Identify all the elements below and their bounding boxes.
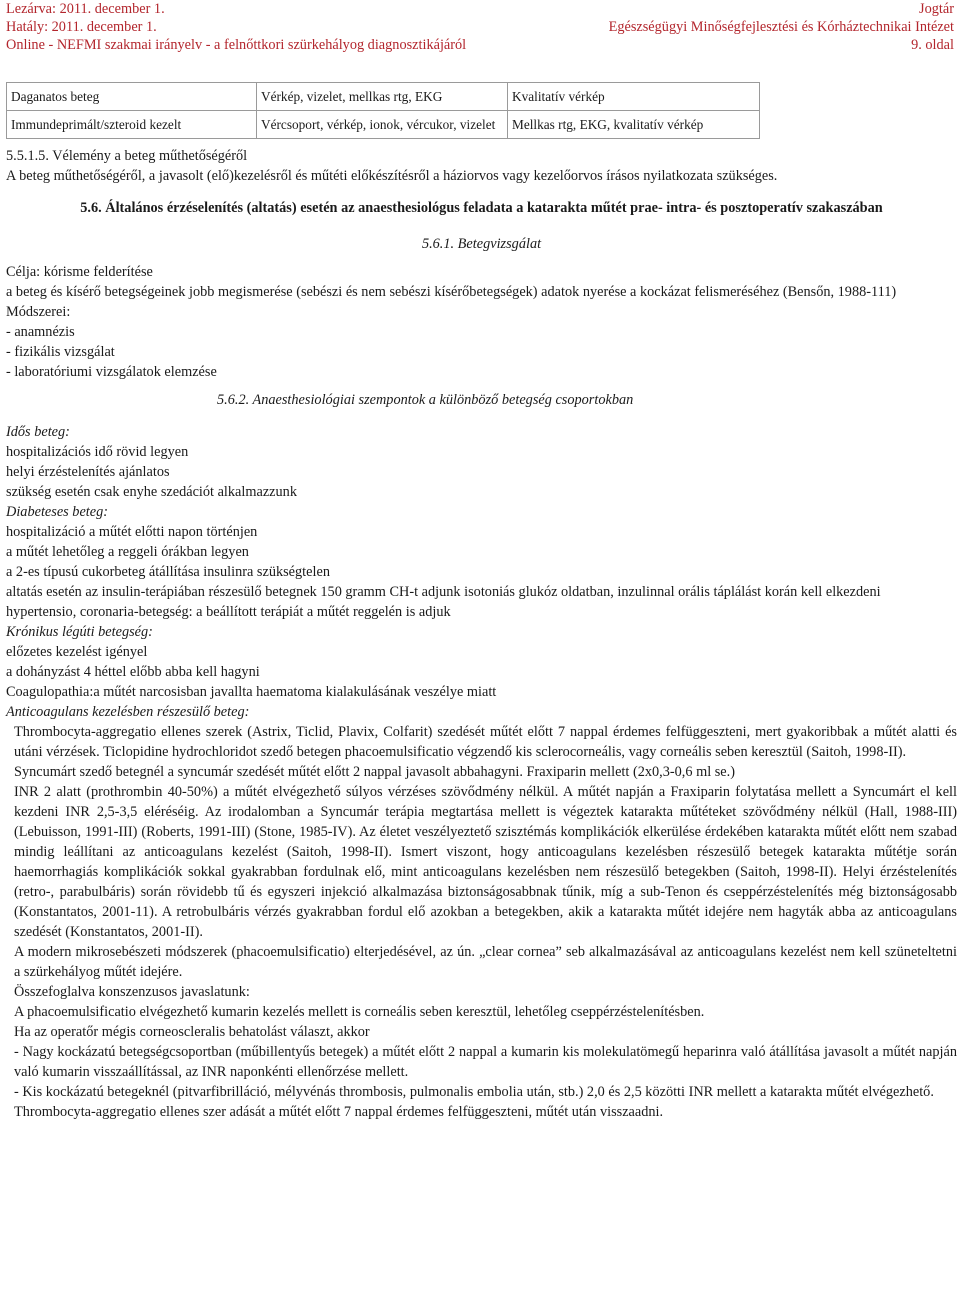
section-5-6-1-line: Célja: kórisme felderítése xyxy=(6,264,153,280)
header-effective-date: Hatály: 2011. december 1. xyxy=(6,19,157,35)
anticoagulant-paragraph: Thrombocyta-aggregatio ellenes szerek (Astrix, Ticlid, Plavix, Colfarit) szedését műtét előtt 7 nappal érdemes felfüggeszteni, mert gyakoribbak a műtét alatti és utáni vérzések. Ticlopidine hydrochloridot szedő betegen phacoemulsificatio végzendő kis sclerocorneális, vagy corneális seben keresztül (Saitoh, 1998-II). xyxy=(14,724,957,760)
diabetes-item: hospitalizáció a műtét előtti napon történjen xyxy=(6,524,258,540)
anticoagulant-paragraph: A phacoemulsificatio elvégezhető kumarin kezelés mellett is corneális seben keresztül, lehetőleg cseppérzéstelenítésben. xyxy=(14,1004,705,1020)
section-5-6-1-title: 5.6.1. Betegvizsgálat xyxy=(421,236,542,252)
anticoagulant-heading: Anticoagulans kezelésben részesülő beteg: xyxy=(6,704,250,720)
section-5-5-1-5-text: A beteg műthetőségéről, a javasolt (elő)kezelésről és műtéti előkészítésről a háziorvos vagy kezelőorvos írásos nyilatkozata szükséges. xyxy=(6,168,778,184)
table-cell: Vérkép, vizelet, mellkas rtg, EKG xyxy=(257,83,508,111)
section-5-6-1-line: - anamnézis xyxy=(6,324,75,340)
header-institute: Egészségügyi Minőségfejlesztési és Kórháztechnikai Intézet xyxy=(608,19,954,35)
table-cell: Daganatos beteg xyxy=(7,83,257,111)
anticoagulant-paragraph: A modern mikrosebészeti módszerek (phacoemulsificatio) elterjedésével, az ún. „clear cornea” seb alkalmazásával az anticoagulans kezelést nem kell szüneteltetni a szürkehályog műtét idejére. xyxy=(14,944,957,980)
table-cell: Kvalitatív vérkép xyxy=(508,83,760,111)
section-5-6-title: 5.6. Általános érzéselenítés (altatás) esetén az anaesthesiológus feladata a katarakta műtét prae- intra- és posztoperatív szakaszában xyxy=(80,200,883,216)
section-5-6-1-line: a beteg és kísérő betegségeinek jobb megismerése (sebészi és nem sebészi kísérőbetegségek) adatok nyerése a kockázat felismeréséhez (Bensőn, 1988-111) xyxy=(6,284,897,300)
respiratory-item: a dohányzást 4 héttel előbb abba kell hagyni xyxy=(6,664,260,680)
header-closed-date: Lezárva: 2011. december 1. xyxy=(6,1,165,17)
anticoagulant-paragraph: - Kis kockázatú betegeknél (pitvarfibrilláció, mélyvénás thrombosis, pulmonalis embolia után, stb.) 2,0 és 2,5 közötti INR mellett a katarakta műtét elvégezhető. xyxy=(14,1084,934,1100)
section-5-6-2-title: 5.6.2. Anaesthesiológiai szempontok a különböző betegség csoportokban xyxy=(217,392,634,408)
table-row xyxy=(7,83,760,111)
old-patient-item: szükség esetén csak enyhe szedációt alkalmazzunk xyxy=(6,484,297,500)
anticoagulant-paragraph: INR 2 alatt (prothrombin 40-50%) a műtét elvégezhető súlyos vérzéses szövődmény nélkül. A műtét napján a Fraxiparin folytatása mellett a Syncumárt el kell kezdeni INR 2,5-3,5 eléréséig. Az irodalomban a Syncumár terápia megtartása mellett is végeztek katarakta műtéteket szövődmény nélkül (Hall, 1988-III) (Lebuisson, 1991-III) (Roberts, 1991-III) (Stone, 1985-IV). Az életet veszélyeztető szisztémás komplikációk elkerülése érdekében katarakta műtét előtt nem szabad mindig leállítani az anticoagulans kezelést (Saitoh, 1998-II). Ismert viszont, hogy anticoagulans kezelésben részesülő betegek katarakta műtétje során haemorrhagiás komplikációk sokkal gyakrabban fordulnak elő, mint anticoagulans kezelésben nem részesülő betegekben (Saitoh, 1998-II). Helyi érzéstelenítés (retro-, parabulbáris) során rövidebb tű és egyszeri injekció alkalmazása biztonságosabbnak tűnik, míg a sub-Tenon és cseppérzéstelenítés még biztonságosabb (Konstantatos, 2001-11). A retrobulbáris vérzés gyakrabban fordul elő azokban a betegekben, akik a katarakta műtét idejére nem hagyták abba az anticoagulans szedését (Konstantatos, 2001-II). xyxy=(14,784,957,940)
respiratory-item: előzetes kezelést igényel xyxy=(6,644,148,660)
header-right xyxy=(609,0,954,54)
section-5-6-1-line: Módszerei: xyxy=(6,304,71,320)
diabetes-item: a műtét lehetőleg a reggeli órákban legyen xyxy=(6,544,249,560)
respiratory-item: Coagulopathia:a műtét narcosisban javallta haematoma kialakulásának veszélye miatt xyxy=(6,684,497,700)
anticoagulant-paragraph: Thrombocyta-aggregatio ellenes szer adását a műtét előtt 7 nappal érdemes felfüggeszteni, műtét után visszaadni. xyxy=(14,1104,664,1120)
section-5-6-1-line: - laboratóriumi vizsgálatok elemzése xyxy=(6,364,217,380)
header-page-number: 9. oldal xyxy=(911,37,954,53)
header-source: Online - NEFMI szakmai irányelv - a felnőttkori szürkehályog diagnosztikájáról xyxy=(6,37,467,53)
table-cell: Immundeprimált/szteroid kezelt xyxy=(7,111,257,139)
table-cell: Mellkas rtg, EKG, kvalitatív vérkép xyxy=(508,111,760,139)
old-patient-heading: Idős beteg: xyxy=(6,424,70,440)
diabetes-heading: Diabeteses beteg: xyxy=(6,504,109,520)
anticoagulant-paragraph: Összefoglalva konszenzusos javaslatunk: xyxy=(14,984,250,1000)
old-patient-item: hospitalizációs idő rövid legyen xyxy=(6,444,189,460)
header-left xyxy=(6,0,466,54)
exam-table xyxy=(6,82,760,139)
respiratory-heading: Krónikus légúti betegség: xyxy=(6,624,153,640)
document-body xyxy=(6,146,957,1122)
section-5-6-1-line: - fizikális vizsgálat xyxy=(6,344,115,360)
diabetes-item: hypertensio, coronaria-betegség: a beállított terápiát a műtét reggelén is adjuk xyxy=(6,604,451,620)
section-5-5-1-5-title: 5.5.1.5. Vélemény a beteg műthetőségéről xyxy=(6,148,248,164)
table-row xyxy=(7,111,760,139)
diabetes-item: a 2-es típusú cukorbeteg átállítása insulinra szükségtelen xyxy=(6,564,330,580)
header-publisher: Jogtár xyxy=(919,1,954,17)
anticoagulant-paragraph: Ha az operatőr mégis corneoscleralis behatolást választ, akkor xyxy=(14,1024,370,1040)
old-patient-item: helyi érzéstelenítés ajánlatos xyxy=(6,464,170,480)
table-cell: Vércsoport, vérkép, ionok, vércukor, vizelet xyxy=(257,111,508,139)
diabetes-item: altatás esetén az insulin-terápiában részesülő betegnek 150 gramm CH-t adjunk isotoniás glukóz oldatban, inzulinnal orális táplálást korán kell elkezdeni xyxy=(6,584,881,600)
anticoagulant-paragraph: - Nagy kockázatú betegségcsoportban (műbillentyűs betegek) a műtét előtt 2 nappal a kumarin kis molekulatömegű heparinra való átállítása javasolt a műtét napján való kumarin visszaállítással, az INR naponkénti ellenőrzése mellett. xyxy=(14,1044,957,1080)
anticoagulant-paragraph: Syncumárt szedő betegnél a syncumár szedését műtét előtt 2 nappal javasolt abbahagyni. Fraxiparin mellett (2x0,3-0,6 ml se.) xyxy=(14,764,735,780)
